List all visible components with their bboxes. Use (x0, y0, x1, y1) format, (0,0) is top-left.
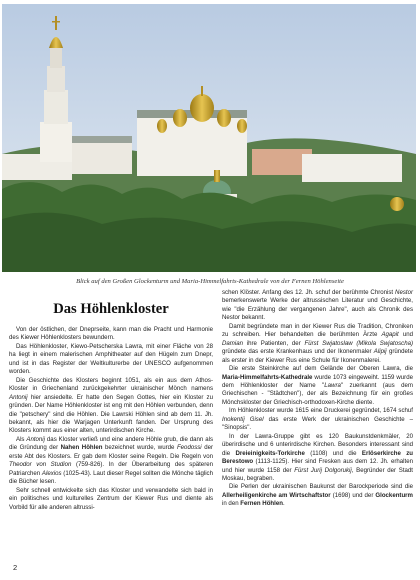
page-title: Das Höhlenkloster (53, 301, 169, 317)
paragraph: Die Perlen der ukrainischen Baukunst der Barockperiode sind die Allerheiligenkirche am Wirtschaftstor (1698) und der Glockenturm in den Fernen Höhlen. (222, 483, 413, 508)
paragraph: Das Höhlenkloster, Kiewo-Petscherska Lawra, mit einer Fläche von 28 ha liegt in einem malerischen Amphitheater auf den Hügeln zum Dnepr, und ist in das Register der Weltkulturerbe der UNESCO aufgenommen worden. (9, 342, 213, 376)
monastery-photo-drawing (2, 4, 416, 272)
paragraph: Von der östlichen, der Dneprseite, kann man die Pracht und Harmonie des Kiewer Höhlenklosters bewundern. (9, 326, 213, 342)
paragraph: Im Höhlenkloster wurde 1615 eine Druckerei gegründet, 1674 schuf Inokentij Gisel das erste Werk der ukrainischen Geschichte – "Sinopsis". (222, 407, 413, 432)
paragraph: schen Klöster. Anfang des 12. Jh. schuf der berühmte Chronist Nestor bemerkenswerte Werke der altrussischen Literatur und Geschichte, wie "die Erzählung der vergangenen Jahre", auch als Chronik des Nestor bekannt. (222, 289, 413, 322)
paragraph: Als Antonij das Kloster verließ und eine andere Höhle grub, die dann als die Gründung der Nahen Höhlen bezeichnet wurde, wurde Feodossi der erste Abt des Klosters. Er gab dem Kloster seine Regeln. Die Regeln von Theodor von Studion (759-826). In der Überarbeitung des späteren Patriarchen Alexios (1025-43). Laut dieser Regel sollten die Mönche täglich die Bücher lesen. (9, 435, 214, 486)
paragraph: Die erste Steinkirche auf dem Gelände der Oberen Lawra, die Maria-Himmelfahrts-Kathedrale wurde 1073 eingeweiht. 1159 wurde dem Höhlenkloster der Name "Lawra" zuerkannt (aus dem Griechischen - "Städtchen"), der als Bezeichnung für ein großes Mönchskloster der Griechisch-orthodoxen-Kirche diente. (222, 365, 413, 406)
photo-caption: Blick auf den Großen Glockenturm und Maria-Himmelfahrts-Kathedrale von der Fernen Höhlenseite (76, 278, 344, 285)
monastery-photo (2, 4, 416, 272)
left-column (9, 326, 213, 512)
paragraph: Die Geschichte des Klosters beginnt 1051, als ein aus dem Athos-Kloster in Griechenland zurückgekehrter ukrainischer Mönch namens Antonij hier ansiedelte. Er hatte den Segen Gottes, hier ein Kloster zu gründen. Der Name Höhlenkloster ist eng mit den Höhlen verbunden, denn die "petschery" sind die Höhlen. Die Lawrski Höhlen sind ab dem 11. Jh. bekannt, als hier die Warjagen Unterkunft fanden. Der Ursprung des Klosters kommt aus einer alten, unterirdischen Kirche. (9, 376, 213, 435)
page-number: 2 (13, 563, 18, 572)
paragraph: Damit begründete man in der Kiewer Rus die Tradition, Chroniken zu schreiben. Hier behandelten die berühmten Ärzte Agapit und Damian ihre Patienten, der Fürst Swjatoslaw (Mikola Swjatoscha) gründete das erste Krankenhaus und der Ikonenmaler Alipij gründete als erster in der Kiewer Rus eine Schule für Ikonenmalerei. (222, 322, 414, 364)
paragraph: Sehr schnell entwickelte sich das Kloster und verwandelte sich bald in ein politisches und kulturelles Zentrum der Kiewer Rus und diente als Vorbild für alle anderen altrussi- (9, 486, 213, 511)
right-column (222, 289, 413, 509)
paragraph: In der Lawra-Gruppe gibt es 120 Baukunstdenkmäler, 20 überirdische und 6 unterirdische Kirchen. Besonders interessant sind die Dreieinigkeits-Torkirche (1108) und die Erlöserkirche zu Berestowo (1113-1125). Hier sind Fresken aus dem 12. Jh. erhalten und hier wurde 1158 der Fürst Jurij Dolgorukij, Begründer der Stadt Moskau, begraben. (222, 432, 414, 482)
